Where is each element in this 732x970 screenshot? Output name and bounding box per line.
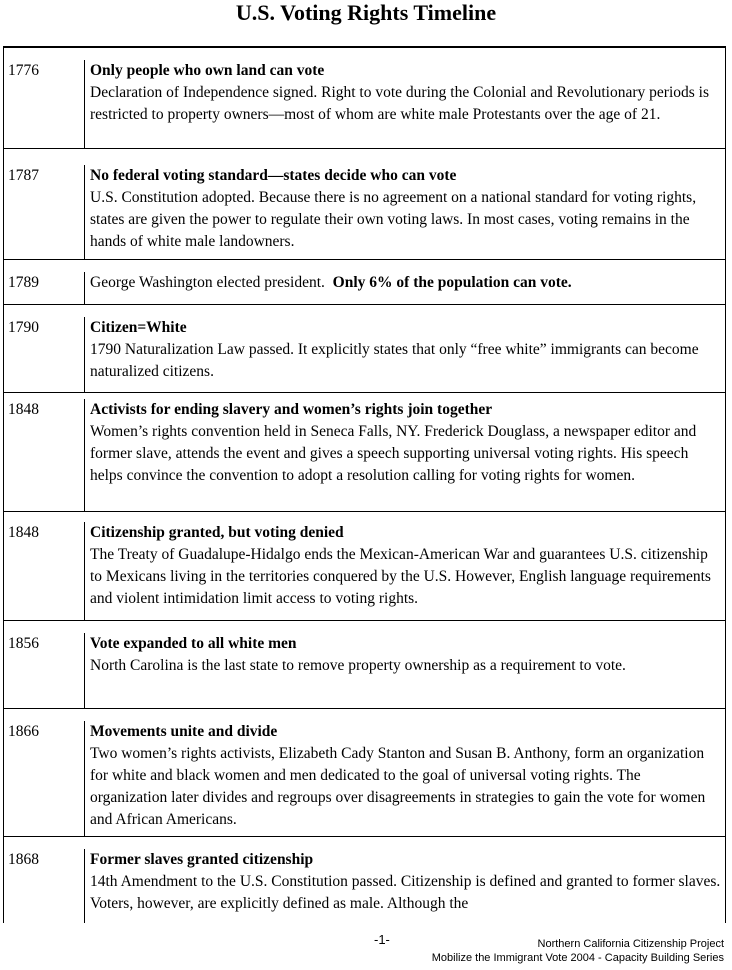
timeline-row-1790 (4, 305, 725, 393)
timeline-row-1787 (4, 149, 725, 260)
row-year: 1848 (4, 399, 85, 511)
row-content (85, 165, 725, 259)
row-content (85, 522, 725, 620)
row-body: Declaration of Independence signed. Right to vote during the Colonial and Revolutionary periods is restricted to property owners—most of whom are white male Protestants over the age of 21. (90, 84, 709, 123)
row-headline: Only people who own land can vote (90, 62, 325, 79)
footer-series: Mobilize the Immigrant Vote 2004 - Capacity Building Series (431, 952, 724, 964)
row-body: The Treaty of Guadalupe-Hidalgo ends the Mexican-American War and guarantees U.S. citizenship to Mexicans living in the territories conquered by the U.S. However, English language requirements and violent intimidation limit access to voting rights. (90, 546, 711, 607)
footer-org: Northern California Citizenship Project (537, 938, 724, 950)
row-body: U.S. Constitution adopted. Because there is no agreement on a national standard for voting rights, states are given the power to regulate their own voting laws. In most cases, voting remains in the hands of white male landowners. (90, 189, 697, 250)
row-content (85, 317, 725, 392)
row-content (85, 399, 725, 511)
row-headline: Citizen=White (90, 319, 187, 336)
timeline-row-1856 (4, 621, 725, 709)
row-year: 1790 (4, 317, 85, 392)
row-year: 1789 (4, 272, 85, 304)
row-content (85, 849, 725, 923)
row-year: 1848 (4, 522, 85, 620)
row-content (85, 721, 725, 836)
row-content (85, 633, 725, 708)
row-headline: Former slaves granted citizenship (90, 851, 314, 868)
row-body: North Carolina is the last state to remove property ownership as a requirement to vote. (90, 657, 626, 674)
timeline-row-1866 (4, 709, 725, 837)
row-bold-text: Only 6% of the population can vote. (332, 274, 572, 291)
row-year: 1776 (4, 60, 85, 148)
row-body: Two women’s rights activists, Elizabeth Cady Stanton and Susan B. Anthony, form an organization for white and black women and men dedicated to the goal of universal voting rights. The organization later divides and regroups over disagreements in strategies to gain the vote for women and African Americans. (90, 745, 706, 828)
row-headline: Movements unite and divide (90, 723, 278, 740)
timeline-row-1868 (4, 837, 725, 923)
row-content (85, 272, 725, 304)
row-headline: No federal voting standard—states decide who can vote (90, 167, 457, 184)
row-headline: Activists for ending slavery and women’s rights join together (90, 401, 493, 418)
row-headline: Vote expanded to all white men (90, 635, 297, 652)
timeline-row-1789 (4, 260, 725, 305)
timeline-row-1848-seneca (4, 393, 725, 512)
page-footer (432, 937, 724, 965)
row-body: Women’s rights convention held in Seneca Falls, NY. Frederick Douglass, a newspaper editor and former slave, attends the event and gives a speech supporting universal voting rights. His speech helps convince the convention to adopt a resolution calling for voting rights for women. (90, 423, 697, 484)
page-title: U.S. Voting Rights Timeline (235, 0, 497, 25)
row-year: 1866 (4, 721, 85, 836)
page-number: -1- (374, 932, 390, 947)
row-text: George Washington elected president. (90, 274, 325, 291)
row-headline: Citizenship granted, but voting denied (90, 524, 344, 541)
timeline-row-1848-treaty (4, 512, 725, 621)
row-year: 1787 (4, 165, 85, 259)
row-year: 1856 (4, 633, 85, 708)
row-content (85, 60, 725, 148)
row-body: 1790 Naturalization Law passed. It explicitly states that only “free white” immigrants can become naturalized citizens. (90, 341, 699, 380)
timeline-row-1776 (4, 48, 725, 149)
row-year: 1868 (4, 849, 85, 923)
timeline-table (3, 46, 726, 923)
row-body: 14th Amendment to the U.S. Constitution passed. Citizenship is defined and granted to former slaves. Voters, however, are explicitly defined as male. Although the (90, 873, 721, 912)
